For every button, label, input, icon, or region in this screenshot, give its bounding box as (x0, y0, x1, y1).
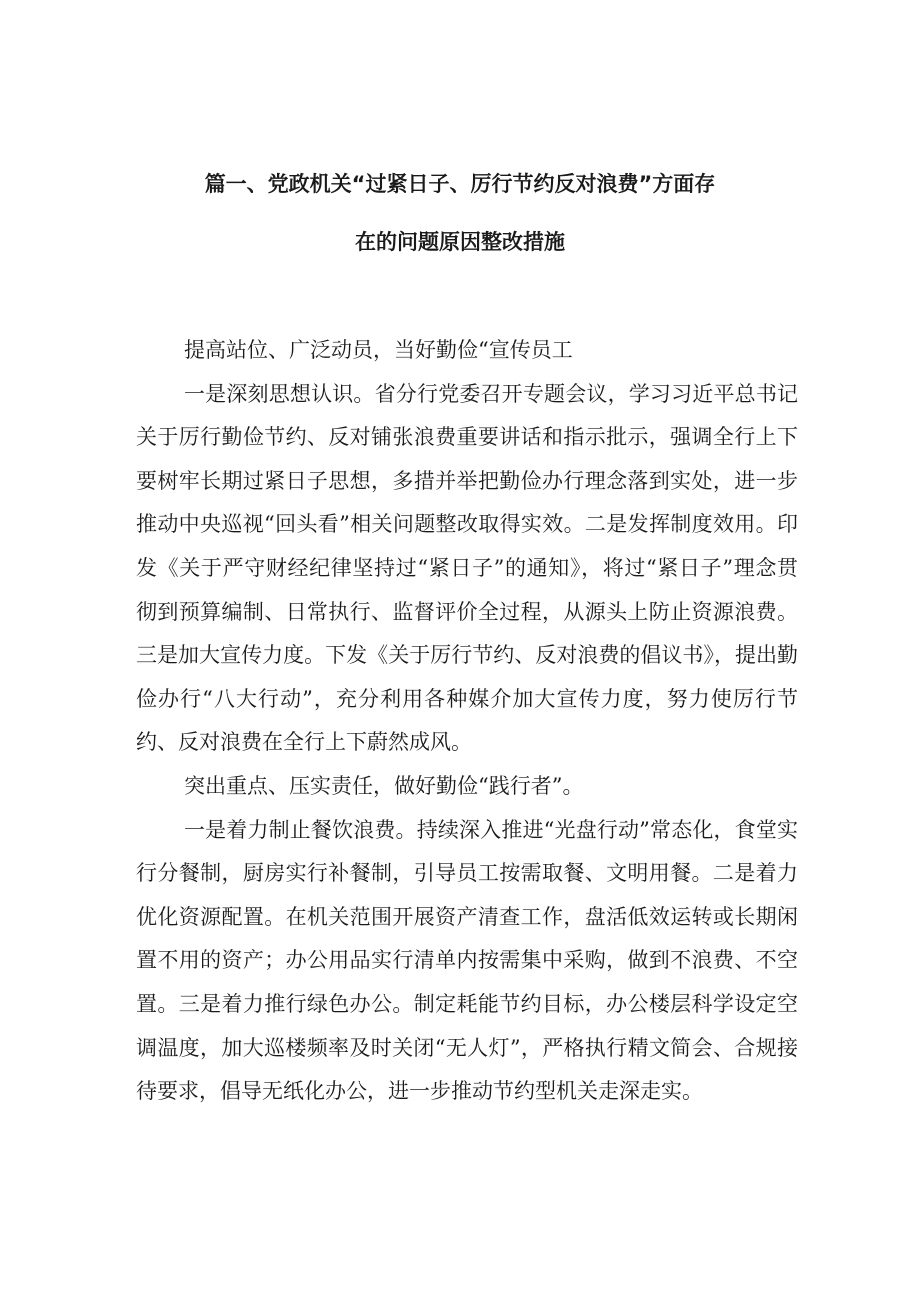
paragraph-publicity: 一是深刻思想认识。省分行党委召开专题会议，学习习近平总书记关于厉行勤俭节约、反对铺张浪费重要讲话和指示批示，强调全行上下要树牢长期过紧日子思想，多措并举把勤俭办行理念落到实处，进一步推动中央巡视“回头看”相关问题整改取得实效。二是发挥制度效用。印发《关于严守财经纪律坚持过“紧日子”的通知》，将过“紧日子”理念贯彻到预算编制、日常执行、监督评价全过程，从源头上防止资源浪费。三是加大宣传力度。下发《关于厉行节约、反对浪费的倡议书》，提出勤俭办行“八大行动”，充分利用各种媒介加大宣传力度，努力使厉行节约、反对浪费在全行上下蔚然成风。 (136, 381, 798, 755)
document-title-line-2: 在的问题原因整改措施 (355, 230, 565, 254)
document-title-line-1: 篇一、党政机关“过紧日子、厉行节约反对浪费”方面存 (204, 172, 716, 196)
document-body (136, 329, 798, 1114)
paragraph-practice: 一是着力制止餐饮浪费。持续深入推进“光盘行动”常态化，食堂实行分餐制，厨房实行补餐制，引导员工按需取餐、文明用餐。二是着力优化资源配置。在机关范围开展资产清查工作，盘活低效运转或长期闲置不用的资产；办公用品实行清单内按需集中采购，做到不浪费、不空置。三是着力推行绿色办公。制定耗能节约目标，办公楼层科学设定空调温度，加大巡楼频率及时关闭“无人灯”，严格执行精文简会、合规接待要求，倡导无纸化办公，进一步推动节约型机关走深走实。 (136, 817, 798, 1104)
section-heading-publicity: 提高站位、广泛动员，当好勤俭“宣传员工 (184, 338, 573, 362)
section-heading-practice: 突出重点、压实责任，做好勤俭“践行者”。 (184, 773, 584, 798)
